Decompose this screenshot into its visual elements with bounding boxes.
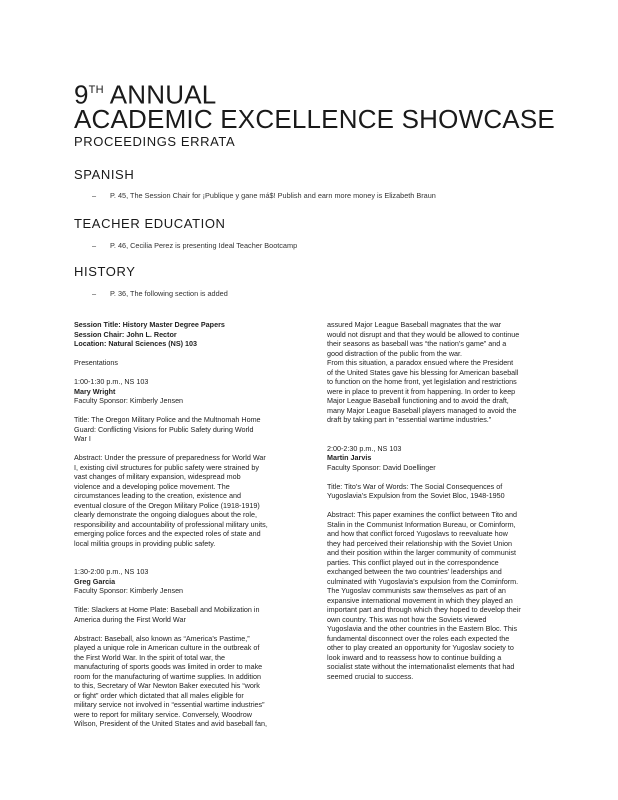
paper-abstract-line: eventual closure of the Oregon Military Police (1918-1919) xyxy=(74,500,260,510)
paper-sponsor: Faculty Sponsor: David Doellinger xyxy=(327,462,436,472)
paper-abstract-line: circumstances leading to the creation, existence and xyxy=(74,491,242,500)
section-heading-teacher-education: TEACHER EDUCATION xyxy=(74,216,226,231)
session-location: Location: Natural Sciences (NS) 103 xyxy=(74,339,198,348)
paper-abstract-line: and how that conflict forced Yugoslavs to reevaluate how xyxy=(327,529,508,538)
paper-abstract-line: they had perceived their relationship with the Soviet Union xyxy=(327,538,512,548)
left-column xyxy=(74,320,322,729)
paper-abstract-line: seemed crucial to success. xyxy=(327,671,414,681)
edition-number: 9 xyxy=(74,79,89,110)
paper-abstract-line: fundamental disconnect over the roles each expected the xyxy=(327,633,510,643)
paper-abstract-line: and their position within the larger community of communist xyxy=(327,548,516,557)
paper-title-line: Title: Tito’s War of Words: The Social Consequences of xyxy=(327,481,503,491)
paper-title xyxy=(327,482,577,501)
document-subtitle: PROCEEDINGS ERRATA xyxy=(74,134,236,149)
bullet-dash: – xyxy=(92,289,97,298)
session-title: Session Title: History Master Degree Papers xyxy=(74,320,225,329)
paper-abstract-line: other to play created an opportunity for Yugoslav society to xyxy=(327,643,514,652)
errata-text: P. 36, The following section is added xyxy=(110,289,228,298)
paper-abstract-line: Abstract: This paper examines the conflict between Tito and xyxy=(327,510,518,519)
paper-abstract-line: socialist state without the internationalist elements that had xyxy=(327,662,515,671)
abstract-continuation xyxy=(327,320,577,425)
edition-word: ANNUAL xyxy=(109,79,217,110)
paper-title-line: Title: The Oregon Military Police and the Multnomah Home xyxy=(74,415,261,424)
paper-presenter: Greg Garcia xyxy=(74,576,116,586)
paper-abstract-line: vast changes of military expansion, widespread mob xyxy=(74,472,241,481)
paper-abstract-line: Abstract: Baseball, also known as “America’s Pastime,” xyxy=(74,633,250,643)
paper-presenter: Mary Wright xyxy=(74,386,116,396)
paper-abstract-line: played a unique role in American culture in the outbreak of xyxy=(74,643,260,652)
paper-abstract-line: own country. This was not how the Soviets viewed xyxy=(327,614,487,624)
paper-abstract-line: look inward and to reassess how to continue building a xyxy=(327,652,502,662)
abstract-continuation-line: good distraction of the public from the war. xyxy=(327,348,463,358)
paper-title-line: Title: Slackers at Home Plate: Baseball and Mobilization in xyxy=(74,605,260,614)
errata-item-spanish xyxy=(92,191,436,200)
section-heading-history: HISTORY xyxy=(74,264,136,279)
paper-abstract-line: The Yugoslav communists saw themselves as part of an xyxy=(327,586,506,595)
paper-abstract-line: culminated with Yugoslavia’s expulsion from the Cominform. xyxy=(327,576,519,586)
paper-abstract-line: room for the manufacturing of wartime supplies. In addition xyxy=(74,671,261,681)
document-title: ACADEMIC EXCELLENCE SHOWCASE xyxy=(74,104,555,134)
abstract-continuation-line: many Major League Baseball players managed to avoid the xyxy=(327,405,517,415)
paper-abstract-line: Abstract: Under the pressure of preparedness for World War xyxy=(74,453,266,462)
abstract-continuation-line: assured Major League Baseball magnates that the war xyxy=(327,320,502,329)
session-chair: Session Chair: John L. Rector xyxy=(74,329,177,339)
abstract-continuation-line: their seasons as baseball was “the nation’s game” and a xyxy=(327,339,507,348)
paper-abstract-line: parties. This conflict played out in the correspondence xyxy=(327,557,499,567)
paper-title-line: Yugoslavia’s Expulsion from the Soviet Bloc, 1948-1950 xyxy=(327,491,505,500)
edition-suffix: TH xyxy=(88,84,104,96)
abstract-continuation-line: From this situation, a paradox ensued where the President xyxy=(327,358,514,367)
abstract-continuation-line: to function on the home front, yet legislation and restrictions xyxy=(327,377,517,386)
paper-title-line: War I xyxy=(74,434,91,443)
bullet-dash: – xyxy=(92,241,97,250)
errata-text: P. 46, Cecilia Perez is presenting Ideal Teacher Bootcamp xyxy=(110,241,298,250)
paper-abstract-line: Wilson, President of the United States and avid baseball fan, xyxy=(74,719,267,728)
paper-presenter: Martin Jarvis xyxy=(327,453,372,462)
errata-text: P. 45, The Session Chair for ¡Publique y gane má$! Publish and earn more money is Elizabeth Braun xyxy=(110,191,436,200)
paper-abstract-line: responsibility and accountability of professional military units, xyxy=(74,519,268,529)
paper-abstract-line: emerging police forces and the expected roles of state and xyxy=(74,529,261,538)
paper-title xyxy=(74,415,322,444)
paper-sponsor: Faculty Sponsor: Kimberly Jensen xyxy=(74,586,184,595)
abstract-continuation-line: would not disrupt and that they would be allowed to continue xyxy=(327,329,520,339)
abstract-continuation-line: Major League Baseball functioning and to avoid the draft, xyxy=(327,396,509,405)
paper-title-line: Guard: Conflicting Visions for Public Safety during World xyxy=(74,424,254,434)
paper-title-line: America during the First World War xyxy=(74,614,186,624)
abstract-continuation-line: were in place to prevent it from happening. In order to keep xyxy=(327,386,516,396)
abstract-continuation-line: draft by taking part in “essential wartime industries.” xyxy=(327,415,492,424)
paper-abstract-line: or fight” order which dictated that all males eligible for xyxy=(74,690,244,700)
paper-abstract-line: were to report for military service. Conversely, Woodrow xyxy=(74,709,252,719)
paper-time: 2:00-2:30 p.m., NS 103 xyxy=(327,443,402,453)
right-column xyxy=(327,320,577,681)
paper-abstract-line: important part and through which they hoped to develop their xyxy=(327,605,521,614)
paper-abstract-line: military service not involved in “essential wartime industries” xyxy=(74,700,265,709)
paper-abstract-line: local militia groups in providing public safety. xyxy=(74,538,216,548)
paper-abstract-line: I, existing civil structures for public safety were strained by xyxy=(74,462,259,472)
paper-abstract-line: violence and a developing police movement. The xyxy=(74,481,230,491)
paper-time: 1:00-1:30 p.m., NS 103 xyxy=(74,377,149,386)
paper-abstract-line: the First World War. In the spirit of total war, the xyxy=(74,652,225,662)
paper-abstract xyxy=(327,510,577,681)
presentations-label: Presentations xyxy=(74,358,118,367)
paper-abstract-line: manufacturing of sports goods was limited in order to make xyxy=(74,662,263,671)
paper-time: 1:30-2:00 p.m., NS 103 xyxy=(74,567,149,576)
abstract-continuation-line: of the United States gave his blessing for American baseball xyxy=(327,367,519,377)
errata-item-teacher-education xyxy=(92,241,297,250)
errata-item-history xyxy=(92,289,228,298)
paper-sponsor: Faculty Sponsor: Kimberly Jensen xyxy=(74,396,184,405)
paper-title xyxy=(74,605,322,624)
section-heading-spanish: SPANISH xyxy=(74,167,135,182)
paper-abstract-line: clearly demonstrate the ongoing dialogues about the role, xyxy=(74,510,258,519)
paper-abstract-line: exchanged between the two countries’ leaderships and xyxy=(327,567,502,576)
paper-abstract xyxy=(74,453,322,548)
paper-abstract-line: to this, Secretary of War Newton Baker executed his “work xyxy=(74,681,260,690)
paper-abstract xyxy=(74,634,322,729)
paper-abstract-line: Yugoslavia and the other countries in the Eastern Bloc. This xyxy=(327,624,518,633)
bullet-dash: – xyxy=(92,191,97,200)
paper-abstract-line: expansive international movement in which they played an xyxy=(327,595,513,605)
paper-abstract-line: Stalin in the Communist Information Bureau, or Cominform, xyxy=(327,519,516,529)
